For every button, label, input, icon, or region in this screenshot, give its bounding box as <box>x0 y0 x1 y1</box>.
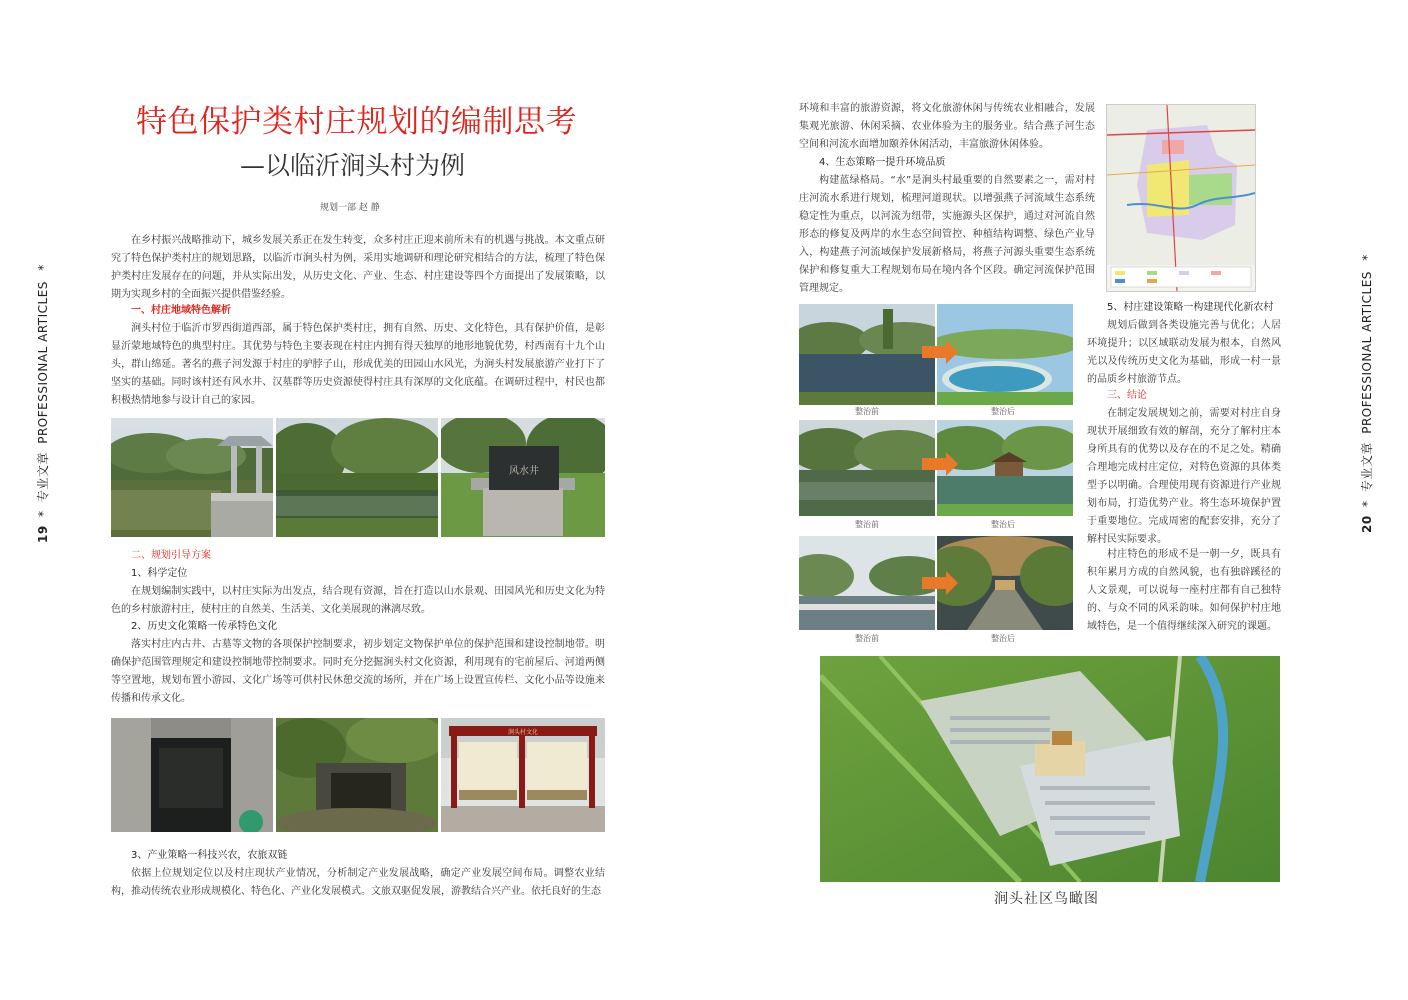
abstract-paragraph: 在乡村振兴战略推动下，城乡发展关系正在发生转变，众多村庄正迎来前所未有的机遇与挑战。本文重点研究了特色保护类村庄的规划思路，以临沂市涧头村为例，采用实地调研和理论研究相结合的方法，梳理了特色保护类村庄发展存在的问题，并从实际出发，从历史文化、产业、生态、村庄建设等四个方面提出了发展策略，以期为实现乡村的全面振兴提供借鉴经验。 <box>111 235 605 300</box>
section2-heading: 二、规划引导方案 <box>131 550 211 561</box>
board-heading: 涧头村文化 <box>507 729 539 736</box>
photo-stone-monument <box>441 418 605 537</box>
arrow-head-icon <box>946 340 958 364</box>
photo-culture-board <box>441 718 605 832</box>
article-subtitle: —以临沂涧头村为例 <box>240 151 466 180</box>
subsection5-heading: 5、村庄建设策略一构建现代化新农村 <box>1107 302 1274 313</box>
aerial-render-image <box>820 656 1280 882</box>
subsection1-heading: 1、科学定位 <box>131 568 188 579</box>
article-title: 特色保护类村庄规划的编制思考 <box>136 104 577 140</box>
subsection3-paragraph: 依据上位规划定位以及村庄现状产业情况，分析制定产业发展战略，确定产业发展空间布局。调整农业结构，推动传统农业形成规模化、特色化、产业化发展模式。文旅双驱促发展，游教结合兴产业。依托良好的生态 <box>111 868 605 897</box>
after-caption-2: 整治后 <box>991 520 1015 529</box>
right-section-label-en: PROFESSIONAL ARTICLES <box>1360 271 1374 434</box>
right-top-paragraph: 环境和丰富的旅游资源，将文化旅游休闲与传统农业相融合，发展集观光旅游、休闲采摘、农业体验为主的服务业。结合燕子河生态空间和河流水面增加颐养休闲活动，丰富旅游休闲体验。 <box>799 103 1095 150</box>
photo-pavilion-pond <box>111 418 273 537</box>
right-side-label: 20 * 专业文章 PROFESSIONAL ARTICLES * <box>1360 254 1374 533</box>
subsection4-paragraph: 构建蓝绿格局。“水”是涧头村最重要的自然要素之一，需对村庄河流水系进行规划，梳理河道现状。以增强燕子河流域生态系统稳定性为重点，以河流为纽带，实施源头区保护，通过对河流自然形态的修复及两岸的水生态空间管控、种植结构调整、绿色产业导入，构建燕子河流域保护发展新格局，将燕子河源头重要生态系统保护和修复重大工程规划布局在境内各个区段。确定河流保护范围管理规定。 <box>799 175 1095 294</box>
before-photo-1 <box>799 304 935 405</box>
conclusion-paragraph-1: 在制定发展规划之前，需要对村庄自身现状开展细致有效的解剖，充分了解村庄本身所具有的优势以及存在的不足之处。精确合理地完成村庄定位，对特色资源的具体类型予以明确。合理使用现有资源进行产业规划布局，打造优势产业。将生态环境保护置于重要地位。完成周密的配套安排，充分了解村民实际要求。 <box>1087 408 1281 545</box>
left-section-label: 专业文章 <box>36 452 50 503</box>
before-caption-3: 整治前 <box>855 634 879 643</box>
arrow-head-icon <box>946 452 958 476</box>
arrow-head-icon <box>946 571 958 595</box>
right-page-number: 20 <box>1360 515 1374 533</box>
subsection5-paragraph: 规划后做到各类设施完善与优化；人居环境提升；以区域联动发展为根本，自然风光以及传统历史文化为基础，形成一村一景的品质乡村旅游节点。 <box>1087 320 1281 385</box>
conclusion-paragraph-2: 村庄特色的形成不是一朝一夕，既具有积年累月方成的自然风貌，也有独辟蹊径的人文景观，可以说每一座村庄都有自己独特的、与众不同的风采韵味。如何保护村庄地域特色，是一个值得继续深入研究的课题。 <box>1087 549 1281 632</box>
author-line: 规划一部 赵 静 <box>320 203 380 213</box>
photo-pond-trees <box>276 418 438 537</box>
after-caption-1: 整治后 <box>991 407 1015 416</box>
before-caption-2: 整治前 <box>855 520 879 529</box>
section1-heading: 一、村庄地域特色解析 <box>131 305 231 316</box>
after-caption-3: 整治后 <box>991 634 1015 643</box>
subsection2-heading: 2、历史文化策略一传承特色文化 <box>131 621 278 632</box>
arrow-icon <box>922 458 948 470</box>
left-section-label-en: PROFESSIONAL ARTICLES <box>36 281 50 444</box>
photo-old-well <box>111 718 273 832</box>
before-caption-1: 整治前 <box>855 407 879 416</box>
right-section-label: 专业文章 <box>1360 442 1374 493</box>
arrow-icon <box>922 577 948 589</box>
right-page <box>704 0 1408 1000</box>
village-plan-map <box>1106 104 1256 292</box>
section1-paragraph: 涧头村位于临沂市罗西街道西部，属于特色保护类村庄，拥有自然、历史、文化特色，具有保护价值，是彰显沂蒙地域特色的典型村庄。其优势与特色主要表现在村庄内拥有得天独厚的地形地貌优势，村西南有十九个山头，群山绵延。著名的燕子河发源于村庄的驴脖子山，形成优美的田园山水风光，为涧头村发展旅游产业打下了坚实的基础。同时该村还有风水井、汉墓群等历史资源使得村庄具有深厚的文化底蕴。在调研过程中，村民也都积极热情地参与设计自己的家园。 <box>111 323 605 406</box>
left-side-label: 19 * 专业文章 PROFESSIONAL ARTICLES * <box>36 264 50 543</box>
stone-inscription: 风水井 <box>509 466 539 477</box>
left-page-number: 19 <box>36 525 50 543</box>
photo-tomb-site <box>276 718 438 832</box>
aerial-caption: 涧头社区鸟瞰图 <box>994 891 1099 907</box>
before-photo-3 <box>799 536 935 630</box>
subsection4-heading: 4、生态策略一提升环境品质 <box>819 157 946 168</box>
subsection1-paragraph: 在规划编制实践中，以村庄实际为出发点，结合现有资源，旨在打造以山水景观、田园风光和历史文化为特色的乡村旅游村庄，使村庄的自然美、生活美、文化美展现的淋漓尽致。 <box>111 586 605 615</box>
before-photo-2 <box>799 420 935 516</box>
conclusion-heading: 三、结论 <box>1107 390 1147 401</box>
arrow-icon <box>922 346 948 358</box>
subsection2-paragraph: 落实村庄内古井、古墓等文物的各项保护控制要求，初步划定文物保护单位的保护范围和建设控制地带。明确保护范围管理规定和建设控制地带控制要求。同时充分挖掘涧头村文化资源，利用现有的宅前屋后、河道两侧等空置地，规划布置小游园、文化广场等可供村民休憩交流的场所，并在广场上设置宣传栏、文化小品等设施来传播和传承文化。 <box>111 639 605 704</box>
subsection3-heading: 3、产业策略一科技兴农，农旅双链 <box>131 850 288 861</box>
